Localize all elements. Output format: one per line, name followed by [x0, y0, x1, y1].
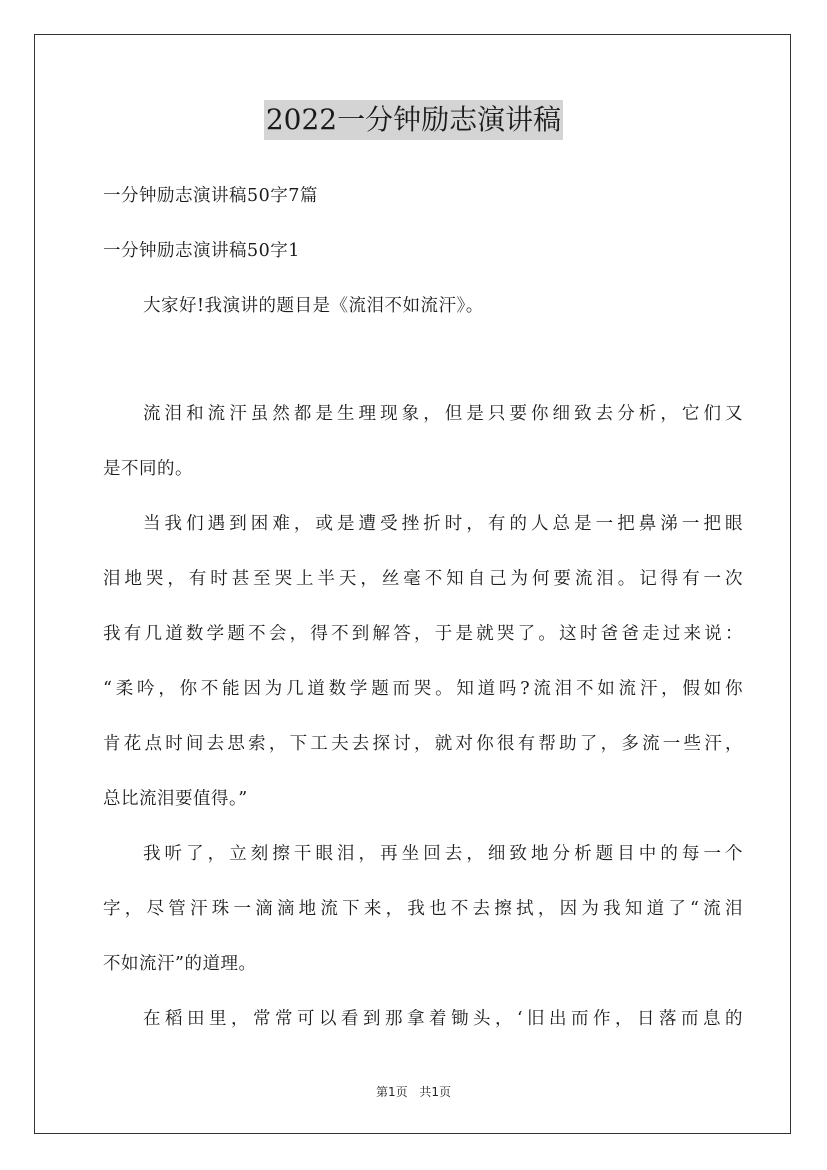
paragraph-line: 字，尽管汗珠一滴滴地流下来，我也不去擦拭，因为我知道了“流泪 [103, 899, 743, 919]
title-area [0, 100, 827, 140]
section-heading: 一分钟励志演讲稿50字1 [103, 241, 300, 261]
paragraph-line: 肯花点时间去思索，下工夫去探讨，就对你很有帮助了，多流一些汗， [103, 734, 743, 754]
paragraph-line: 大家好!我演讲的题目是《流泪不如流汗》。 [143, 296, 484, 316]
paragraph-line: 在稻田里，常常可以看到那拿着锄头，‘旧出而作，日落而息的 [143, 1009, 743, 1029]
document-body [103, 169, 743, 1047]
paragraph-gap [103, 334, 743, 387]
subtitle: 一分钟励志演讲稿50字7篇 [103, 186, 318, 206]
paragraph-line: 是不同的。 [103, 459, 193, 479]
paragraph-line: 总比流泪要值得。” [103, 789, 248, 809]
paragraph-line: 泪地哭，有时甚至哭上半天，丝毫不知自己为何要流泪。记得有一次 [103, 569, 743, 589]
page-footer [0, 1083, 827, 1100]
paragraph-line: 我有几道数学题不会，得不到解答，于是就哭了。这时爸爸走过来说： [103, 624, 743, 644]
paragraph-line: 当我们遇到困难，或是遭受挫折时，有的人总是一把鼻涕一把眼 [143, 514, 743, 534]
paragraph-line: “柔吟，你不能因为几道数学题而哭。知道吗?流泪不如流汗，假如你 [103, 679, 743, 699]
paragraph-line: 我听了，立刻擦干眼泪，再坐回去，细致地分析题目中的每一个 [143, 844, 743, 864]
paragraph-line: 不如流汗”的道理。 [103, 954, 257, 974]
paragraph-line: 流泪和流汗虽然都是生理现象，但是只要你细致去分析，它们又 [143, 404, 743, 424]
page-number-current: 第1页 [375, 1085, 408, 1099]
document-title: 2022一分钟励志演讲稿 [264, 100, 563, 140]
page-number-total: 共1页 [419, 1085, 452, 1099]
